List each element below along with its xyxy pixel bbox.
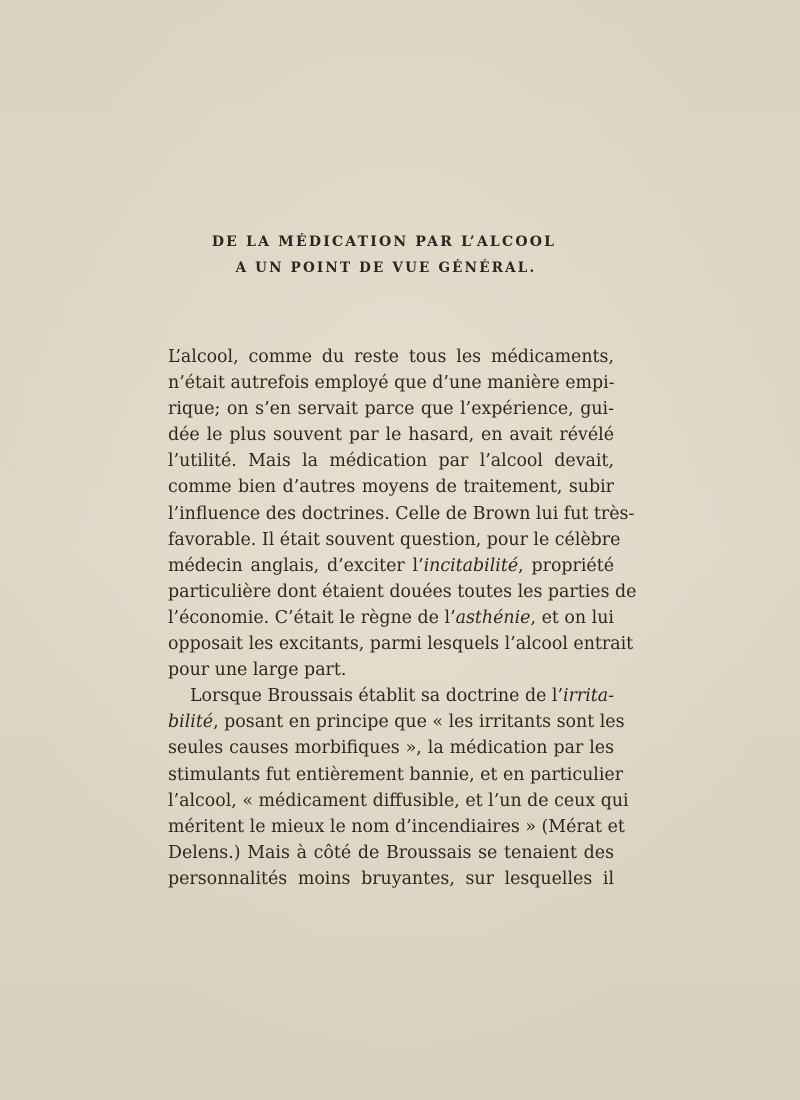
text-segment: particulière dont étaient douées toutes les parties de [168, 581, 637, 602]
text-segment: l’utilité. Mais la médication par l’alcool devait, [168, 451, 614, 472]
text-line [168, 527, 621, 553]
italic-term: bilité [168, 712, 214, 733]
text-segment: opposait les excitants, parmi lesquels l’alcool entrait [168, 634, 634, 655]
text-line [168, 605, 614, 631]
italic-term: incitabilité [423, 555, 519, 576]
text-segment: , posant en principe que « les irritants sont les [213, 712, 625, 733]
text-line [168, 657, 614, 683]
italic-term: asthénie [455, 607, 531, 628]
text-segment: seules causes morbifiques », la médication par les [168, 738, 614, 759]
text-line [168, 683, 614, 709]
text-segment: L’alcool, comme du reste tous les médicaments, [168, 347, 614, 367]
text-segment: dée le plus souvent par le hasard, en avait révélé [168, 425, 614, 446]
text-segment: comme bien d’autres moyens de traitement, subir [168, 477, 614, 498]
body-text [168, 344, 637, 892]
text-segment: l’influence des doctrines. Celle de Brown lui fut très- [168, 503, 635, 524]
text-line [168, 814, 625, 840]
text-line [168, 370, 614, 396]
text-segment: stimulants fut entièrement bannie, et en particulier [168, 764, 624, 785]
text-segment: , propriété [518, 555, 614, 576]
italic-term: irrita- [563, 686, 614, 707]
text-line [168, 448, 614, 474]
text-line [168, 344, 614, 370]
text-line [168, 788, 629, 814]
text-line [168, 422, 614, 448]
text-segment: favorable. Il était souvent question, pour le célèbre [168, 529, 621, 550]
text-line [168, 396, 614, 422]
text-segment: , et on lui [530, 607, 614, 628]
chapter-title: DE LA MÉDICATION PAR L’ALCOOL [211, 234, 557, 250]
text-line [168, 866, 614, 892]
text-line [168, 709, 625, 735]
text-line [168, 474, 614, 500]
text-segment: médecin anglais, d’exciter l’ [168, 555, 424, 576]
text-line [168, 735, 614, 761]
chapter-subtitle: A UN POINT DE VUE GÉNÉRAL. [235, 260, 537, 276]
text-segment: méritent le mieux le nom d’incendiaires » (Mérat et [168, 816, 625, 837]
text-segment: personnalités moins bruyantes, sur lesquelles il [168, 868, 614, 889]
text-line [168, 762, 624, 788]
text-segment: Delens.) Mais à côté de Broussais se tenaient des [168, 842, 614, 863]
text-segment: n’était autrefois employé que d’une manière empi- [168, 373, 615, 394]
text-line [168, 579, 637, 605]
text-segment: pour une large part. [168, 660, 347, 681]
text-segment: rique; on s’en servait parce que l’expérience, gui- [168, 399, 614, 420]
text-line [168, 501, 635, 527]
text-segment: Lorsque Broussais établit sa doctrine de l’ [190, 686, 564, 707]
text-segment: l’alcool, « médicament diffusible, et l’un de ceux qui [168, 790, 629, 811]
text-segment: l’économie. C’était le règne de l’ [168, 607, 456, 628]
text-line [168, 840, 614, 866]
text-line [168, 553, 614, 579]
text-line [168, 631, 634, 657]
